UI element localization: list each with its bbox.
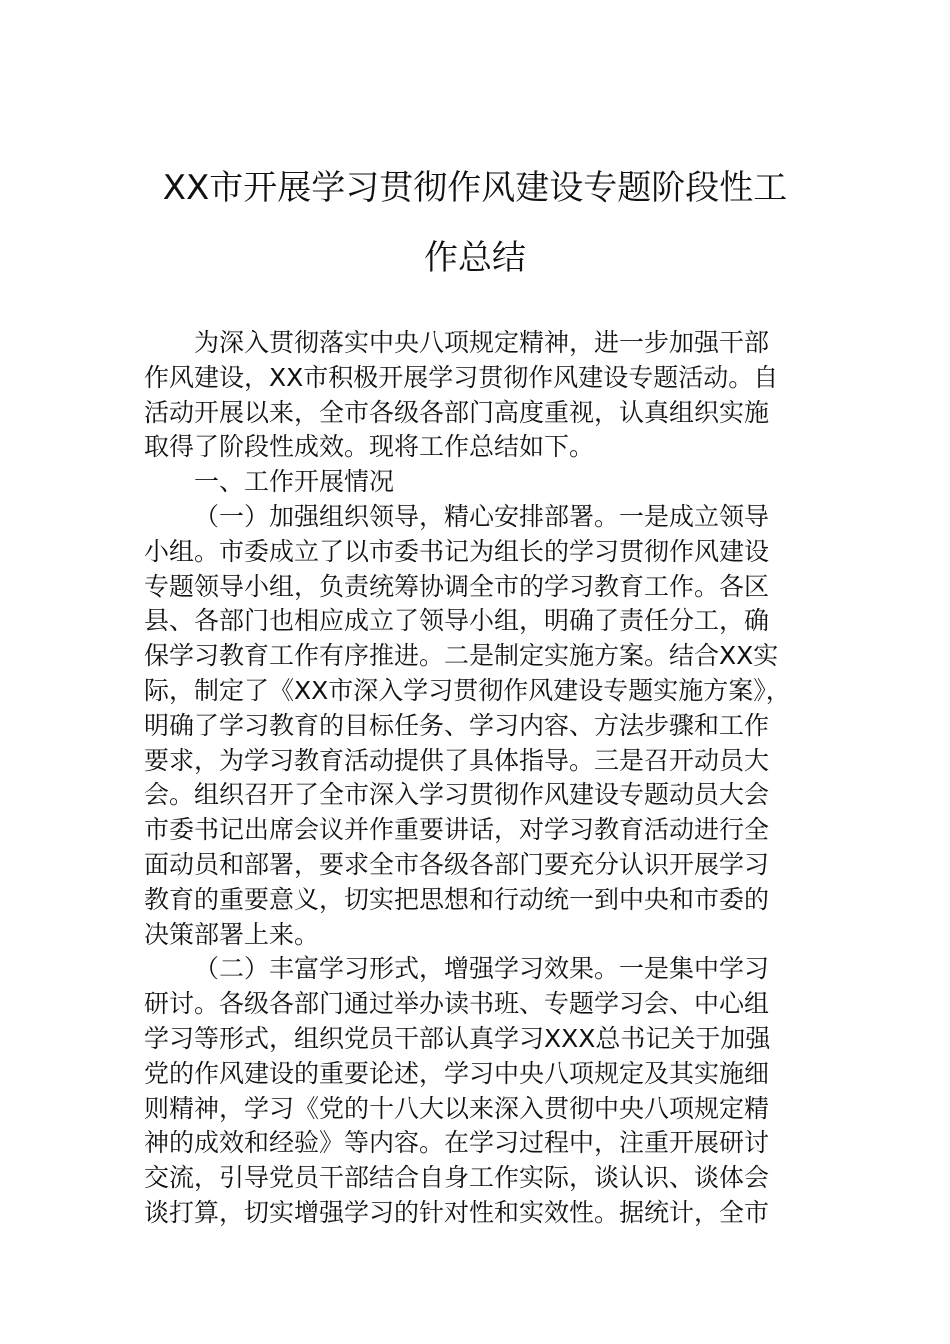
document-title-line-1: XX市开展学习贯彻作风建设专题阶段性工 bbox=[162, 168, 788, 208]
paragraph-line: 则精神，学习《党的十八大以来深入贯彻中央八项规定精 bbox=[144, 1093, 770, 1123]
section-heading: 一、工作开展情况 bbox=[194, 467, 395, 497]
paragraph-line: 明确了学习教育的目标任务、学习内容、方法步骤和工作 bbox=[144, 710, 770, 740]
paragraph-line: 作风建设，XX市积极开展学习贯彻作风建设专题活动。自 bbox=[144, 362, 779, 392]
document-title-line-2: 作总结 bbox=[424, 238, 526, 278]
document-body bbox=[144, 326, 810, 1231]
paragraph-line: （一）加强组织领导，精心安排部署。一是成立领导 bbox=[194, 501, 770, 531]
paragraph-line: 谈打算，切实增强学习的针对性和实效性。据统计，全市 bbox=[144, 1197, 770, 1227]
paragraph-line: 学习等形式，组织党员干部认真学习XXX总书记关于加强 bbox=[144, 1023, 771, 1053]
paragraph-line: 专题领导小组，负责统筹协调全市的学习教育工作。各区 bbox=[144, 571, 770, 601]
paragraph-line: 教育的重要意义，切实把思想和行动统一到中央和市委的 bbox=[144, 884, 770, 914]
paragraph-line: 党的作风建设的重要论述，学习中央八项规定及其实施细 bbox=[144, 1058, 770, 1088]
paragraph-line: （二）丰富学习形式，增强学习效果。一是集中学习 bbox=[194, 954, 770, 984]
paragraph-line: 活动开展以来，全市各级各部门高度重视，认真组织实施 bbox=[144, 397, 770, 427]
paragraph-line: 际，制定了《XX市深入学习贯彻作风建设专题实施方案》， bbox=[144, 675, 791, 705]
paragraph-line: 决策部署上来。 bbox=[144, 919, 320, 949]
paragraph-line: 市委书记出席会议并作重要讲话，对学习教育活动进行全 bbox=[144, 815, 770, 845]
paragraph-line: 为深入贯彻落实中央八项规定精神，进一步加强干部 bbox=[194, 328, 770, 357]
paragraph-line: 保学习教育工作有序推进。二是制定实施方案。结合XX实 bbox=[144, 641, 779, 671]
paragraph-line: 取得了阶段性成效。现将工作总结如下。 bbox=[144, 432, 595, 462]
paragraph-line: 县、各部门也相应成立了领导小组，明确了责任分工，确 bbox=[144, 606, 770, 636]
paragraph-line: 神的成效和经验》等内容。在学习过程中，注重开展研讨 bbox=[144, 1128, 770, 1158]
paragraph-line: 要求，为学习教育活动提供了具体指导。三是召开动员大 bbox=[144, 745, 770, 775]
paragraph-line: 交流，引导党员干部结合自身工作实际，谈认识、谈体会 bbox=[144, 1163, 770, 1193]
paragraph-line: 面动员和部署，要求全市各级各部门要充分认识开展学习 bbox=[144, 849, 770, 879]
paragraph-line: 小组。市委成立了以市委书记为组长的学习贯彻作风建设 bbox=[144, 536, 770, 566]
paragraph-line: 会。组织召开了全市深入学习贯彻作风建设专题动员大会 bbox=[144, 780, 770, 810]
paragraph-line: 研讨。各级各部门通过举办读书班、专题学习会、中心组 bbox=[144, 989, 770, 1019]
